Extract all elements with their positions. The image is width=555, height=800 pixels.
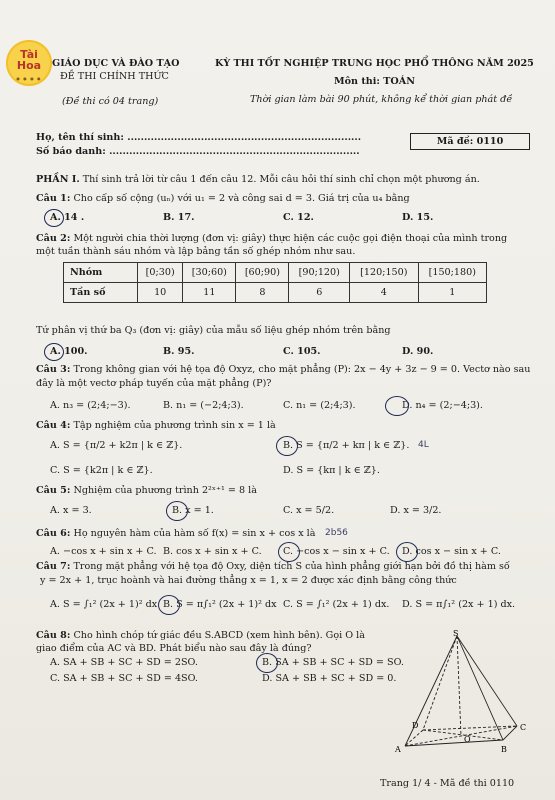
- q1-option-c: C. 12.: [283, 212, 314, 223]
- table-cell: 8: [236, 283, 289, 303]
- q7-option-c: C. S = ∫₁² (2x + 1) dx.: [283, 599, 390, 610]
- q5-option-d: D. x = 3/2.: [390, 505, 442, 516]
- vertex-label-b: B: [501, 745, 507, 754]
- q6-text: Họ nguyên hàm của hàm số f(x) = sin x + cos x là: [73, 528, 316, 539]
- table-cell: 1: [418, 283, 486, 303]
- q5-option-c: C. x = 5/2.: [283, 505, 335, 516]
- frequency-table: [63, 262, 487, 303]
- q8-stem-line1: [36, 630, 365, 642]
- q2-line2: một tuần thành sáu nhóm và lập bảng tần số ghép nhóm như sau.: [36, 246, 356, 257]
- q8-option-d: D. SA + SB + SC + SD = 0.: [262, 673, 397, 684]
- table-cell: [120;150): [350, 263, 418, 283]
- q8-answer-circle: [256, 653, 278, 673]
- q5-text: Nghiệm của phương trình 2²ˣ⁺¹ = 8 là: [73, 485, 257, 496]
- q4-option-d: D. S = {kπ | k ∈ ℤ}.: [283, 465, 380, 476]
- exam-code-box: Mã đề: 0110: [410, 133, 530, 150]
- q3-option-d: D. n₄ = (2;−4;3).: [402, 400, 483, 411]
- q1-option-d: D. 15.: [402, 212, 434, 223]
- q4-text: Tập nghiệm của phương trình sin x = 1 là: [73, 420, 276, 431]
- q2-option-a: A. 100.: [50, 346, 88, 357]
- subject: Môn thi: TOÁN: [334, 76, 415, 87]
- q6-answer-circle-d: [396, 542, 418, 562]
- q4-option-a: A. S = {π/2 + k2π | k ∈ ℤ}.: [50, 440, 183, 451]
- q3-answer-circle: [385, 396, 409, 416]
- q7-stem-line1: [36, 561, 510, 573]
- q6-option-c: C. −cos x − sin x + C.: [283, 546, 390, 557]
- q3-line1: Trong không gian với hệ tọa độ Oxyz, cho mặt phẳng (P): 2x − 4y + 3z − 9 = 0. Vectơ nào sau: [73, 364, 531, 375]
- q4-stem: [36, 420, 276, 432]
- q4-option-c: C. S = {k2π | k ∈ ℤ}.: [50, 465, 153, 476]
- q8-line1: Cho hình chóp tứ giác đều S.ABCD (xem hình bên). Gọi O là: [73, 630, 365, 641]
- q7-option-d: D. S = π∫₁² (2x + 1) dx.: [402, 599, 516, 610]
- diagonal-bd: [423, 730, 503, 740]
- q7-line2: y = 2x + 1, trục hoành và hai đường thẳng x = 1, x = 2 được xác định bằng công thức: [40, 575, 457, 586]
- pyramid-figure: [385, 630, 535, 770]
- q3-option-b: B. n₁ = (−2;4;3).: [163, 400, 244, 411]
- edge-sd: [423, 636, 457, 730]
- table-cell: 6: [289, 283, 350, 303]
- table-cell: [90;120): [289, 263, 350, 283]
- q1-label: Câu 1:: [36, 193, 71, 204]
- q7-option-b: B. S = π∫₁² (2x + 1)² dx: [163, 599, 277, 610]
- q4-label: Câu 4:: [36, 420, 71, 431]
- exam-title: KỲ THI TỐT NGHIỆP TRUNG HỌC PHỔ THÔNG NĂM 2025: [215, 58, 534, 69]
- page-count: (Đề thi có 04 trang): [62, 96, 159, 107]
- q2-option-c: C. 105.: [283, 346, 321, 357]
- vertex-label-d: D: [412, 721, 419, 730]
- vertex-label-c: C: [520, 723, 527, 732]
- q3-line2: đây là một vectơ pháp tuyến của mặt phẳng (P)?: [36, 378, 272, 389]
- logo-watermark: [6, 40, 52, 86]
- page-footer: Trang 1/ 4 - Mã đề thi 0110: [380, 778, 515, 789]
- q2-answer-circle: [44, 343, 64, 361]
- q1-text: Cho cấp số cộng (uₙ) với u₁ = 2 và công sai d = 3. Giá trị của u₄ bằng: [73, 193, 410, 204]
- table-cell: [30;60): [183, 263, 236, 283]
- table-head-freq: Tần số: [64, 283, 138, 303]
- q4-option-b: B. S = {π/2 + kπ | k ∈ ℤ}.: [283, 440, 410, 451]
- q6-label: Câu 6:: [36, 528, 71, 539]
- q8-label: Câu 8:: [36, 630, 71, 641]
- q3-option-c: C. n₁ = (2;4;3).: [283, 400, 356, 411]
- q5-option-a: A. x = 3.: [50, 505, 92, 516]
- q2-stem-line1: [36, 233, 507, 245]
- q1-stem: [36, 193, 410, 205]
- q7-label: Câu 7:: [36, 561, 71, 572]
- q8-option-b: B. SA + SB + SC + SD = SO.: [262, 657, 404, 668]
- edge-dc: [423, 726, 517, 730]
- table-cell: [0;30): [138, 263, 183, 283]
- q3-label: Câu 3:: [36, 364, 71, 375]
- q8-line2: giao điểm của AC và BD. Phát biểu nào sau đây là đúng?: [36, 643, 312, 654]
- table-cell: 10: [138, 283, 183, 303]
- q5-option-b: B. x = 1.: [172, 505, 214, 516]
- q8-option-a: A. SA + SB + SC + SD = 2SO.: [50, 657, 198, 668]
- q8-option-c: C. SA + SB + SC + SD = 4SO.: [50, 673, 198, 684]
- q2-option-b: B. 95.: [163, 346, 195, 357]
- q6-answer-circle-c: [278, 542, 300, 562]
- q7-line1: Trong mặt phẳng với hệ tọa độ Oxy, diện tích S của hình phẳng giới hạn bởi đồ thị hàm số: [73, 561, 510, 572]
- edge-sc: [457, 636, 517, 726]
- edge-sb: [457, 636, 503, 740]
- edge-ab: [405, 740, 503, 746]
- q2-question: Tứ phân vị thứ ba Q₃ (đơn vị: giây) của mẫu số liệu ghép nhóm trên bằng: [36, 325, 391, 336]
- table-head-group: Nhóm: [64, 263, 138, 283]
- ministry-name: GIÁO DỤC VÀ ĐÀO TẠO: [52, 58, 180, 69]
- q6-option-d: D. cos x − sin x + C.: [402, 546, 501, 557]
- q5-answer-circle: [166, 501, 188, 521]
- time-info: Thời gian làm bài 90 phút, không kể thời gian phát đề: [250, 94, 513, 105]
- vertex-label-o: O: [464, 735, 471, 744]
- q4-answer-circle: [276, 436, 298, 456]
- candidate-id: Số báo danh: ...........................................................................: [36, 146, 360, 157]
- q6-option-a: A. −cos x + sin x + C.: [50, 546, 157, 557]
- q2-option-d: D. 90.: [402, 346, 434, 357]
- q7-answer-circle: [158, 595, 180, 615]
- logo-text-1: Tài: [20, 48, 38, 61]
- part1-title: PHẦN I.: [36, 174, 80, 185]
- table-cell: [150;180): [418, 263, 486, 283]
- table-cell: 4: [350, 283, 418, 303]
- vertex-label-a: A: [395, 745, 401, 754]
- q1-answer-circle: [44, 209, 64, 227]
- part1-heading: [36, 174, 480, 186]
- q6-stem: [36, 528, 315, 540]
- q4-handwriting: 4L: [418, 440, 429, 450]
- q5-stem: [36, 485, 257, 497]
- height-so: [457, 636, 461, 736]
- q3-stem-line1: [36, 364, 530, 376]
- q6-option-b: B. cos x + sin x + C.: [163, 546, 262, 557]
- logo-dots: ● ● ● ●: [16, 76, 42, 81]
- table-row: [64, 283, 487, 303]
- q1-option-b: B. 17.: [163, 212, 195, 223]
- part1-instruction: Thí sinh trả lời từ câu 1 đến câu 12. Mỗi câu hỏi thí sinh chỉ chọn một phương án.: [82, 174, 480, 185]
- vertex-label-s: S: [453, 630, 459, 638]
- q5-label: Câu 5:: [36, 485, 71, 496]
- official-label: ĐỀ THI CHÍNH THỨC: [60, 71, 169, 82]
- q1-option-a: A. 14 .: [50, 212, 85, 223]
- q7-option-a: A. S = ∫₁² (2x + 1)² dx: [50, 599, 158, 610]
- table-row: [64, 263, 487, 283]
- q3-option-a: A. n₃ = (2;4;−3).: [50, 400, 131, 411]
- candidate-name: Họ, tên thí sinh: ......................................................................: [36, 132, 362, 143]
- q2-line1: Một người chia thời lượng (đơn vị: giây) thực hiện các cuộc gọi điện thoại của mình trong: [73, 233, 508, 244]
- logo-text-2: Hoa: [16, 59, 42, 72]
- q2-label: Câu 2:: [36, 233, 71, 244]
- table-cell: 11: [183, 283, 236, 303]
- table-cell: [60;90): [236, 263, 289, 283]
- q6-handwriting: 2b56: [325, 528, 348, 538]
